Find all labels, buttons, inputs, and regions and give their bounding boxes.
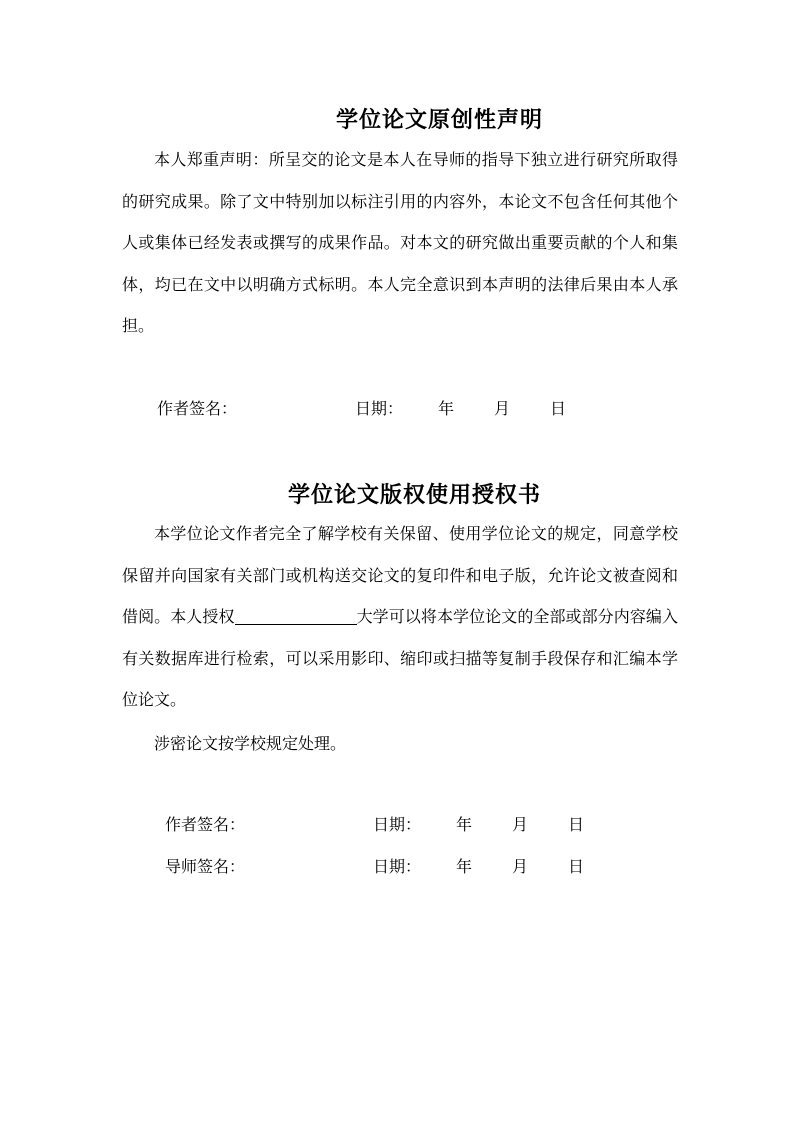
secret-note: 涉密论文按学校规定处理。 xyxy=(154,734,347,753)
date-label: 日期： xyxy=(373,857,422,876)
day-label: 日 xyxy=(550,399,567,418)
year-label: 年 xyxy=(438,399,455,418)
authorization-body-part1: 本学位论文作者完全了解学校有关保留、使用学位论文的规定，同意学校保留并向国家有关部门或机构送交论文的复印件和电子版，允许论文被查阅和借阅。本人授权 xyxy=(122,524,678,626)
university-name-blank xyxy=(235,608,357,625)
author-signature-label: 作者签名： xyxy=(165,815,246,834)
supervisor-signature-label: 导师签名： xyxy=(165,857,246,876)
date-label: 日期： xyxy=(373,815,422,834)
day-label: 日 xyxy=(568,815,585,834)
declaration-signature-row xyxy=(0,397,794,421)
month-label: 月 xyxy=(512,815,529,834)
month-label: 月 xyxy=(512,857,529,876)
authorization-title: 学位论文版权使用授权书 xyxy=(288,483,542,508)
authorization-body-part2: 大学可以将本学位论文的全部或部分内容编入有关数据库进行检索，可以采用影印、缩印或扫描等复制手段保存和汇编本学位论文。 xyxy=(122,607,678,709)
declaration-body: 本人郑重声明：所呈交的论文是本人在导师的指导下独立进行研究所取得的研究成果。除了文中特别加以标注引用的内容外，本论文不包含任何其他个人或集体已经发表或撰写的成果作品。对本文的研究做出重要贡献的个人和集体，均已在文中以明确方式标明。本人完全意识到本声明的法律后果由本人承担。 xyxy=(122,150,678,335)
day-label: 日 xyxy=(568,857,585,876)
supervisor-signature-row xyxy=(0,855,794,879)
month-label: 月 xyxy=(494,399,511,418)
year-label: 年 xyxy=(456,857,473,876)
year-label: 年 xyxy=(456,815,473,834)
author-signature-row xyxy=(0,813,794,837)
authorization-body xyxy=(122,513,678,721)
declaration-title: 学位论文原创性声明 xyxy=(336,108,544,133)
date-label: 日期： xyxy=(355,399,404,418)
author-signature-label: 作者签名： xyxy=(157,399,238,418)
